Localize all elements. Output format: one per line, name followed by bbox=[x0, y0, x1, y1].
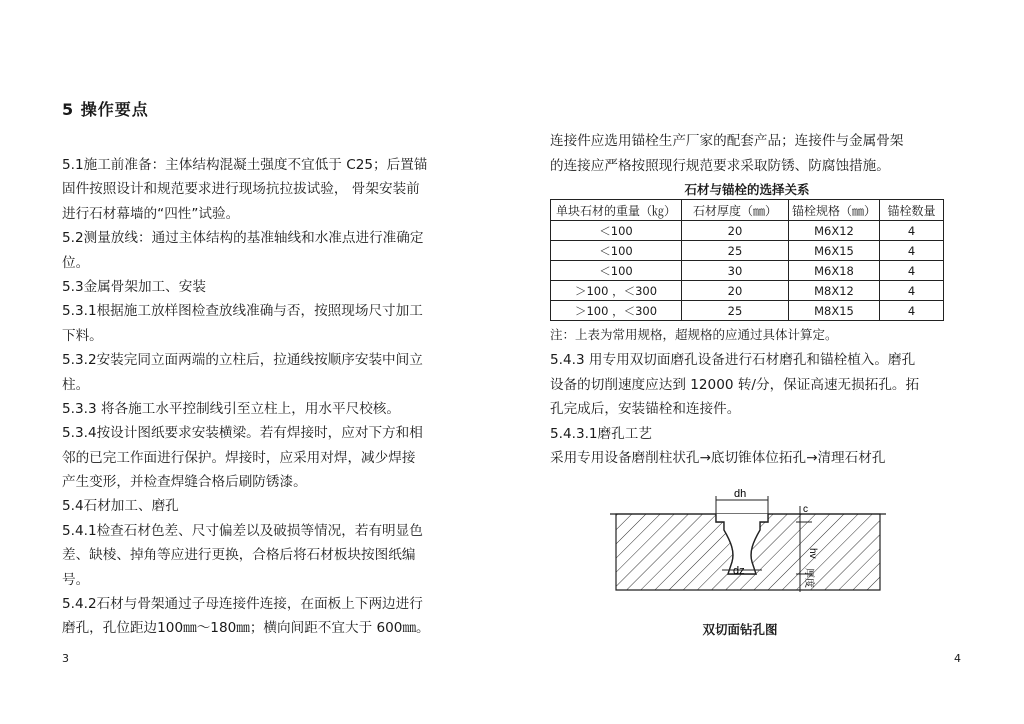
table-cell: 4 bbox=[880, 261, 944, 281]
table-cell: M6X15 bbox=[789, 241, 880, 261]
text-line: 5.3.1根据施工放样图检查放线准确与否，按照现场尺寸加工 bbox=[62, 303, 423, 320]
table-cell: 4 bbox=[880, 221, 944, 241]
table-cell: ＜100 bbox=[551, 261, 682, 281]
column-header: 石材厚度（㎜） bbox=[682, 200, 789, 221]
text-line: 5.2测量放线：通过主体结构的基准轴线和水准点进行准确定 bbox=[62, 230, 424, 247]
text-line: 5.4石材加工、磨孔 bbox=[62, 498, 179, 515]
table-cell: ＜100 bbox=[551, 221, 682, 241]
table-cell: 30 bbox=[682, 261, 789, 281]
label-thickness: 厚度 bbox=[803, 568, 814, 588]
text-line: 5.3.2安装完同立面两端的立柱后，拉通线按顺序安装中间立 bbox=[62, 352, 423, 369]
text-line: 5.3.3 将各施工水平控制线引至立柱上，用水平尺校核。 bbox=[62, 400, 400, 417]
text-line: 5.4.3.1磨孔工艺 bbox=[550, 425, 652, 442]
page-number-left: 3 bbox=[62, 652, 69, 665]
text-line: 5.1施工前准备：主体结构混凝土强度不宜低于 C25；后置锚 bbox=[62, 157, 428, 173]
section-title: 5 操作要点 bbox=[62, 100, 149, 119]
text-line: 采用专用设备磨削柱状孔→底切锥体位拓孔→清理石材孔 bbox=[550, 450, 886, 467]
table-cell: ＞100 ，＜300 bbox=[551, 281, 682, 301]
table-cell: 25 bbox=[682, 301, 789, 321]
text-line: 下料。 bbox=[62, 327, 103, 344]
table-cell: ＜100 bbox=[551, 241, 682, 261]
text-line: 进行石材幕墙的“四性”试验。 bbox=[62, 205, 240, 222]
text-line: 的连接应严格按照现行规范要求采取防锈、防腐蚀措施。 bbox=[550, 157, 890, 174]
table-cell: 4 bbox=[880, 281, 944, 301]
table-cell: 20 bbox=[682, 221, 789, 241]
table-cell: 25 bbox=[682, 241, 789, 261]
figure-caption: 双切面钻孔图 bbox=[702, 622, 778, 637]
text-line: 号。 bbox=[62, 571, 90, 588]
text-line: 5.3金属骨架加工、安装 bbox=[62, 278, 206, 295]
table-cell: 20 bbox=[682, 281, 789, 301]
table-cell: M6X12 bbox=[789, 221, 880, 241]
text-line: 孔完成后，安装锚栓和连接件。 bbox=[550, 401, 741, 418]
text-line: 连接件应选用锚栓生产厂家的配套产品；连接件与金属骨架 bbox=[550, 133, 904, 149]
text-line: 5.4.2石材与骨架通过子母连接件连接，在面板上下两边进行 bbox=[62, 596, 423, 613]
table-cell: ＞100 ，＜300 bbox=[551, 301, 682, 321]
table-cell: M6X18 bbox=[789, 261, 880, 281]
column-header: 锚栓规格（㎜） bbox=[789, 200, 880, 221]
table-cell: M8X15 bbox=[789, 301, 880, 321]
text-line: 产生变形，并检查焊缝合格后刷防锈漆。 bbox=[62, 474, 307, 491]
text-line: 邻的已完工作面进行保护。焊接时，应采用对焊，减少焊接 bbox=[62, 449, 416, 466]
text-line: 差、缺棱、掉角等应进行更换，合格后将石材板块按图纸编 bbox=[62, 547, 416, 564]
text-line: 位。 bbox=[62, 254, 90, 271]
page-number-right: 4 bbox=[954, 652, 961, 665]
table-note: 注：上表为常用规格，超规格的应通过具体计算定。 bbox=[550, 327, 838, 342]
text-line: 5.3.4按设计图纸要求安装横梁。若有焊接时，应对下方和相 bbox=[62, 425, 423, 442]
text-line: 固件按照设计和规范要求进行现场抗拉拔试验， 骨架安装前 bbox=[62, 181, 420, 198]
column-header: 锚栓数量 bbox=[880, 200, 944, 221]
table-cell: 4 bbox=[880, 301, 944, 321]
text-line: 设备的切削速度应达到 12000 转/分，保证高速无损拓孔。拓 bbox=[550, 376, 920, 393]
text-line: 柱。 bbox=[62, 376, 90, 393]
label-dh: dh bbox=[734, 488, 747, 500]
table-cell: 4 bbox=[880, 241, 944, 261]
table-title: 石材与锚栓的选择关系 bbox=[684, 182, 810, 197]
table-cell: M8X12 bbox=[789, 281, 880, 301]
label-dz: dz bbox=[733, 565, 745, 577]
text-line: 5.4.1检查石材色差、尺寸偏差以及破损等情况，若有明显色 bbox=[62, 522, 423, 539]
label-c: c bbox=[803, 504, 808, 515]
label-hv: hv bbox=[807, 548, 818, 559]
column-header: 单块石材的重量（㎏） bbox=[551, 200, 682, 221]
text-line: 磨孔，孔位距边100㎜～180㎜；横向间距不宜大于 600㎜。 bbox=[62, 620, 430, 637]
text-line: 5.4.3 用专用双切面磨孔设备进行石材磨孔和锚栓植入。磨孔 bbox=[550, 352, 916, 368]
